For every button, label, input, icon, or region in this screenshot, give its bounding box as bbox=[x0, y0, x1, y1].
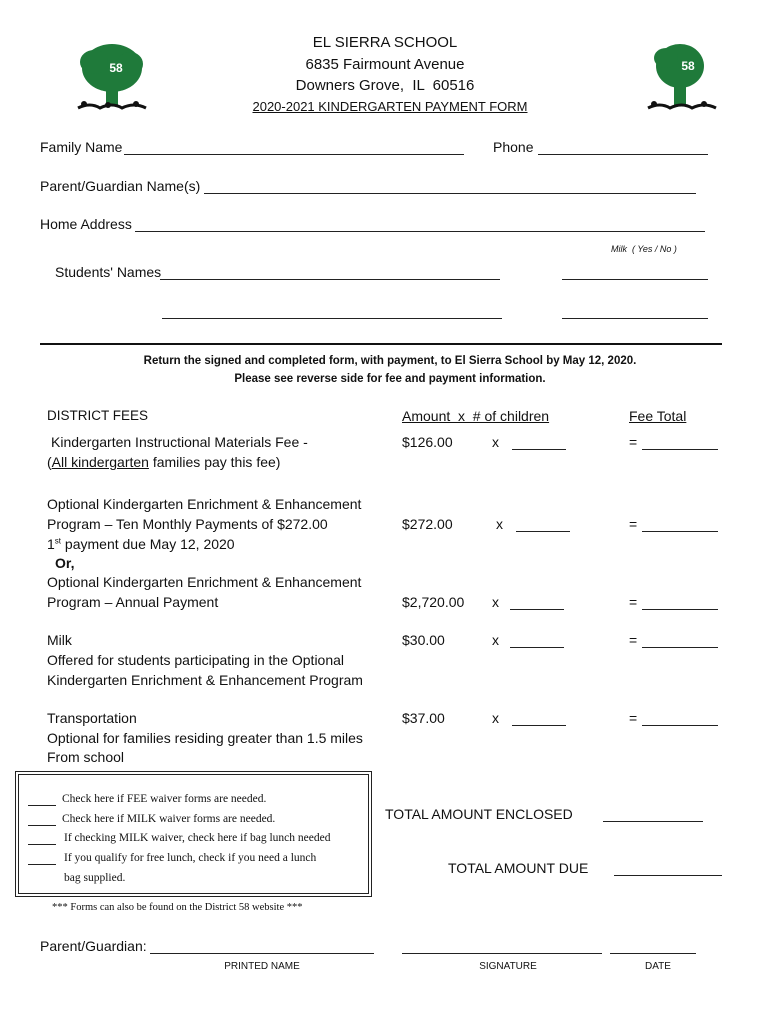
svg-text:58: 58 bbox=[109, 61, 123, 75]
tree-logo-icon bbox=[70, 40, 152, 116]
enrichment-annual-description-line1: Optional Kindergarten Enrichment & Enhancement bbox=[47, 574, 362, 590]
milk-column-label: Milk ( Yes / No ) bbox=[611, 244, 677, 254]
transport-description-line3: From school bbox=[47, 749, 125, 765]
enrichment-annual-description-line2: Program – Annual Payment bbox=[47, 594, 219, 610]
transport-description-line1: Transportation bbox=[47, 710, 137, 726]
school-logo-right bbox=[644, 40, 720, 116]
fee-waiver-checkbox[interactable] bbox=[28, 805, 56, 806]
milk-field-1[interactable] bbox=[562, 279, 708, 280]
printed-name-field[interactable] bbox=[150, 953, 374, 954]
milk-total-field[interactable] bbox=[642, 647, 718, 648]
milk-description-line3: Kindergarten Enrichment & Enhancement Program bbox=[47, 672, 363, 688]
svg-text:58: 58 bbox=[681, 59, 695, 73]
guardian-names-field[interactable] bbox=[204, 193, 696, 194]
equals-sign: = bbox=[629, 632, 638, 648]
equals-sign: = bbox=[629, 516, 638, 532]
family-name-label: Family Name bbox=[40, 139, 123, 155]
school-name: EL SIERRA SCHOOL bbox=[312, 34, 458, 51]
transport-total-field[interactable] bbox=[642, 725, 718, 726]
total-due-field[interactable] bbox=[614, 875, 722, 876]
enrichment-monthly-total-field[interactable] bbox=[642, 531, 718, 532]
school-logo-left bbox=[70, 40, 152, 116]
milk-amount: $30.00 bbox=[402, 632, 445, 648]
phone-label: Phone bbox=[493, 139, 534, 155]
milk-description-line2: Offered for students participating in the Optional bbox=[47, 652, 345, 668]
multiply-sign: x bbox=[492, 710, 499, 726]
transport-description-line2: Optional for families residing greater than 1.5 miles bbox=[47, 730, 363, 746]
free-lunch-bag-label-line2: bag supplied. bbox=[64, 872, 126, 884]
home-address-label: Home Address bbox=[40, 216, 132, 232]
kinder-fee-total-field[interactable] bbox=[642, 449, 718, 450]
school-address-line1: 6835 Fairmount Avenue bbox=[305, 56, 465, 73]
printed-name-caption: PRINTED NAME bbox=[224, 961, 300, 972]
bag-lunch-label: If checking MILK waiver, check here if bag lunch needed bbox=[64, 832, 331, 844]
kinder-fee-amount: $126.00 bbox=[402, 434, 453, 450]
enrichment-description-line1: Optional Kindergarten Enrichment & Enhancement bbox=[47, 496, 362, 512]
waiver-box bbox=[15, 771, 372, 897]
enrichment-description-line2: Program – Ten Monthly Payments of $272.00 bbox=[47, 516, 328, 532]
return-instructions: Return the signed and completed form, with payment, to El Sierra School by May 12, 2020. bbox=[143, 355, 637, 367]
date-field[interactable] bbox=[610, 953, 696, 954]
transport-amount: $37.00 bbox=[402, 710, 445, 726]
or-separator: Or, bbox=[55, 555, 75, 571]
signature-caption: SIGNATURE bbox=[479, 961, 537, 972]
family-name-field[interactable] bbox=[124, 154, 464, 155]
tree-logo-icon bbox=[644, 40, 720, 116]
equals-sign: = bbox=[629, 434, 638, 450]
fee-waiver-label: Check here if FEE waiver forms are needed. bbox=[62, 793, 267, 805]
kinder-fee-children-field[interactable] bbox=[512, 449, 566, 450]
fee-total-column-header: Fee Total bbox=[629, 408, 687, 424]
milk-description-line1: Milk bbox=[47, 632, 72, 648]
enrichment-annual-children-field[interactable] bbox=[510, 609, 564, 610]
student-name-field-2[interactable] bbox=[162, 318, 502, 319]
equals-sign: = bbox=[629, 710, 638, 726]
multiply-sign: x bbox=[496, 516, 503, 532]
reverse-side-note: Please see reverse side for fee and payment information. bbox=[234, 373, 546, 385]
guardian-names-label: Parent/Guardian Name(s) bbox=[40, 178, 201, 194]
home-address-field[interactable] bbox=[135, 231, 705, 232]
multiply-sign: x bbox=[492, 594, 499, 610]
signature-field[interactable] bbox=[402, 953, 602, 954]
free-lunch-bag-checkbox[interactable] bbox=[28, 864, 56, 865]
total-enclosed-label: TOTAL AMOUNT ENCLOSED bbox=[385, 806, 573, 822]
district-fees-heading: DISTRICT FEES bbox=[47, 408, 149, 423]
kinder-fee-description-line2: (All kindergarten families pay this fee) bbox=[47, 454, 281, 470]
section-divider bbox=[40, 343, 722, 345]
phone-field[interactable] bbox=[538, 154, 708, 155]
milk-field-2[interactable] bbox=[562, 318, 708, 319]
multiply-sign: x bbox=[492, 434, 499, 450]
milk-waiver-label: Check here if MILK waiver forms are needed. bbox=[62, 813, 276, 825]
amount-column-header: Amount x # of children bbox=[402, 408, 550, 424]
enrichment-description-line3: 1st payment due May 12, 2020 bbox=[47, 536, 235, 552]
kinder-fee-description-line1: Kindergarten Instructional Materials Fee - bbox=[51, 434, 308, 450]
bag-lunch-checkbox[interactable] bbox=[28, 844, 56, 845]
milk-children-field[interactable] bbox=[510, 647, 564, 648]
date-caption: DATE bbox=[645, 961, 671, 972]
students-names-label: Students' Names bbox=[55, 264, 162, 280]
multiply-sign: x bbox=[492, 632, 499, 648]
website-note: *** Forms can also be found on the District 58 website *** bbox=[52, 902, 303, 913]
enrichment-annual-total-field[interactable] bbox=[642, 609, 718, 610]
enrichment-monthly-amount: $272.00 bbox=[402, 516, 453, 532]
form-title: 2020-2021 KINDERGARTEN PAYMENT FORM bbox=[252, 99, 528, 114]
milk-waiver-checkbox[interactable] bbox=[28, 825, 56, 826]
transport-children-field[interactable] bbox=[512, 725, 566, 726]
enrichment-monthly-children-field[interactable] bbox=[516, 531, 570, 532]
equals-sign: = bbox=[629, 594, 638, 610]
parent-guardian-label: Parent/Guardian: bbox=[40, 938, 147, 954]
school-address-line2: Downers Grove, IL 60516 bbox=[295, 77, 475, 94]
free-lunch-bag-label-line1: If you qualify for free lunch, check if you need a lunch bbox=[64, 852, 317, 864]
student-name-field-1[interactable] bbox=[160, 279, 500, 280]
enrichment-annual-amount: $2,720.00 bbox=[402, 594, 465, 610]
total-enclosed-field[interactable] bbox=[603, 821, 703, 822]
total-due-label: TOTAL AMOUNT DUE bbox=[448, 860, 589, 876]
